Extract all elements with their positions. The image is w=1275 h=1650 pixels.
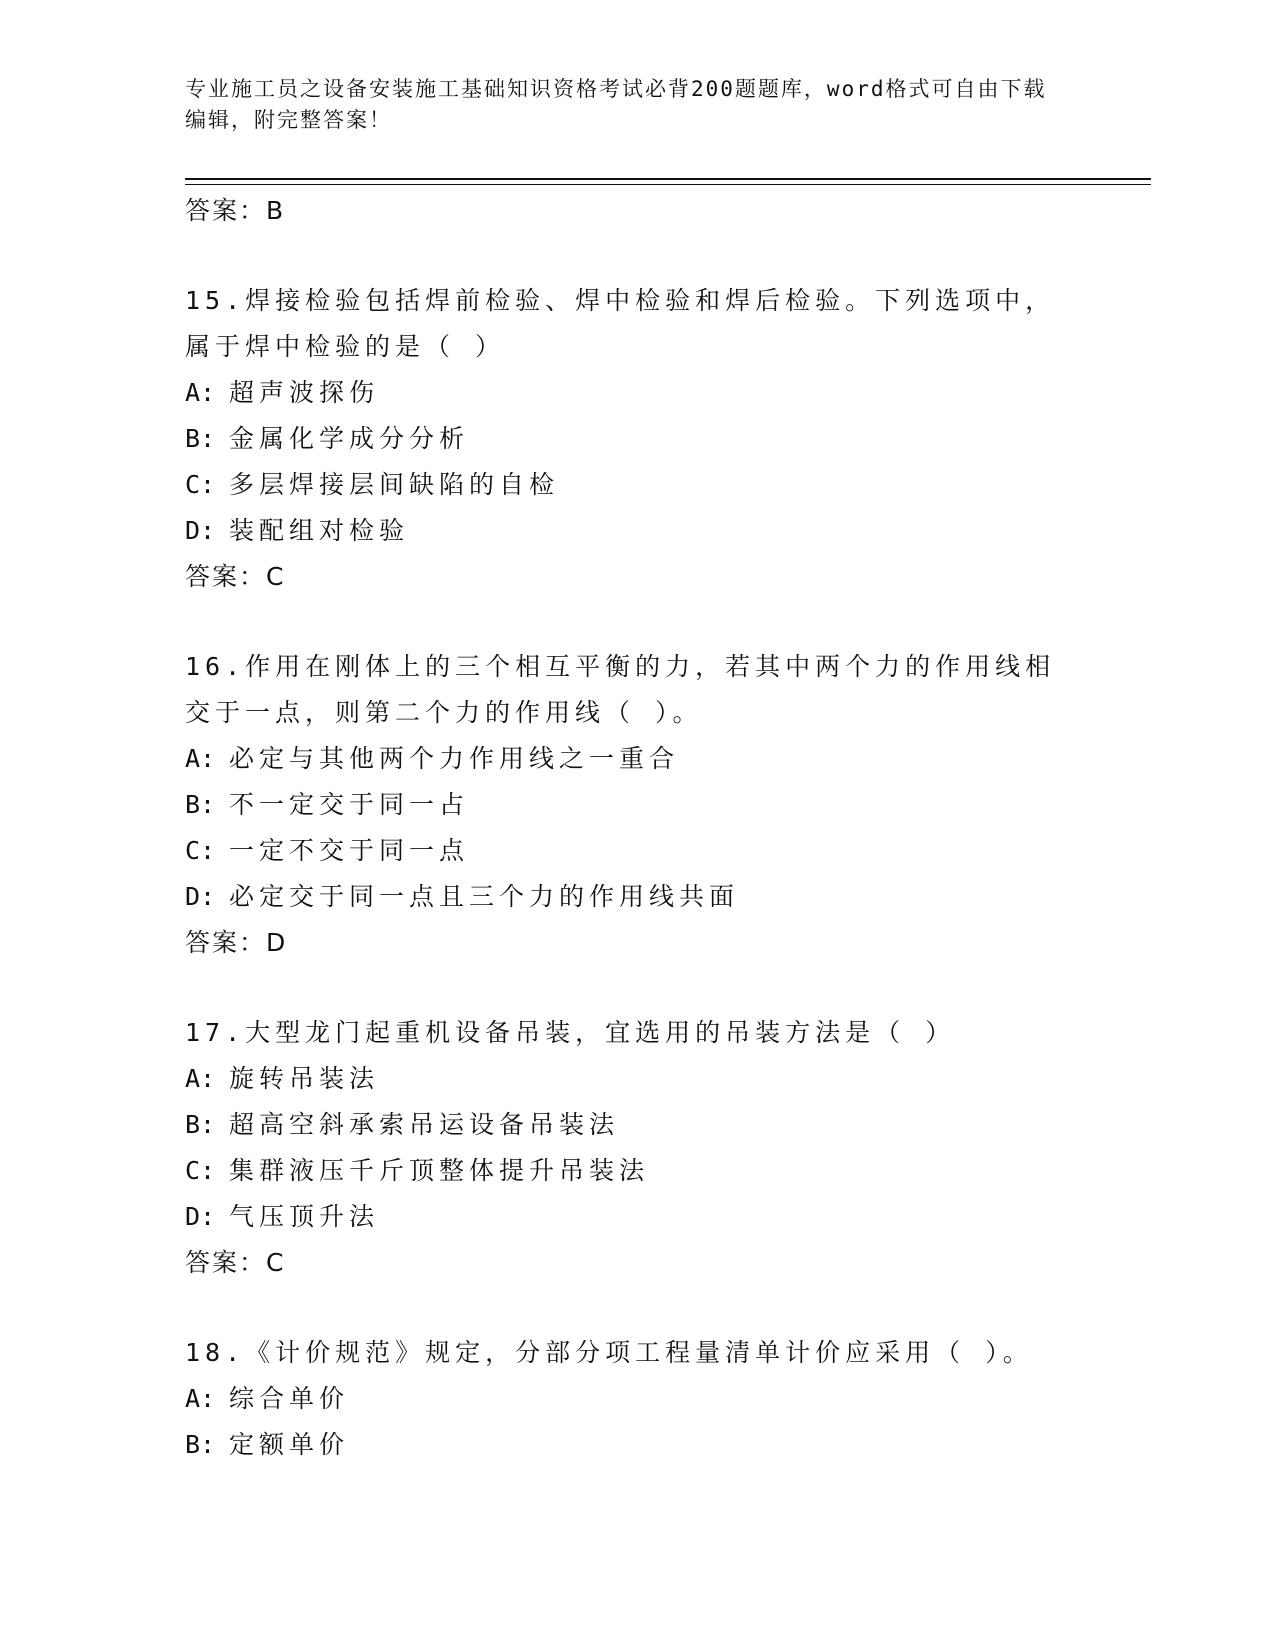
option-letter: B: <box>185 1110 216 1139</box>
option-d <box>185 874 1085 920</box>
option-text: 必定交于同一点且三个力的作用线共面 <box>229 882 740 911</box>
option-text: 综合单价 <box>229 1384 350 1413</box>
option-a <box>185 1056 1085 1102</box>
option-text: 一定不交于同一点 <box>229 836 470 865</box>
option-text: 不一定交于同一占 <box>229 790 470 819</box>
option-letter: D: <box>185 1202 216 1231</box>
option-letter: B: <box>185 790 216 819</box>
option-text: 定额单价 <box>229 1430 350 1459</box>
question-16 <box>185 644 1085 966</box>
option-d <box>185 508 1085 554</box>
answer-line: 答案：C <box>185 562 286 591</box>
option-letter: A: <box>185 744 216 773</box>
option-text: 装配组对检验 <box>229 516 410 545</box>
option-b <box>185 782 1085 828</box>
option-c <box>185 462 1085 508</box>
option-b <box>185 1102 1085 1148</box>
option-letter: C: <box>185 470 216 499</box>
question-text: 17.大型龙门起重机设备吊装，宜选用的吊装方法是（ ） <box>185 1018 956 1047</box>
option-a <box>185 1376 1085 1422</box>
option-text: 集群液压千斤顶整体提升吊装法 <box>229 1156 650 1185</box>
option-text: 气压顶升法 <box>229 1202 380 1231</box>
option-text: 多层焊接层间缺陷的自检 <box>229 470 560 499</box>
question-18 <box>185 1330 1085 1468</box>
option-text: 金属化学成分分析 <box>229 424 470 453</box>
option-letter: D: <box>185 882 216 911</box>
option-a <box>185 370 1085 416</box>
option-letter: A: <box>185 1384 216 1413</box>
answer-line: 答案：C <box>185 1248 286 1277</box>
header-divider <box>185 178 1151 185</box>
option-c <box>185 1148 1085 1194</box>
option-letter: C: <box>185 1156 216 1185</box>
option-letter: D: <box>185 516 216 545</box>
question-text: 16.作用在刚体上的三个相互平衡的力，若其中两个力的作用线相交于一点，则第二个力的作用线（ ）。 <box>185 652 1056 727</box>
option-text: 旋转吊装法 <box>229 1064 380 1093</box>
answer-line-prev: 答案：B <box>185 196 286 225</box>
option-text: 超高空斜承索吊运设备吊装法 <box>229 1110 620 1139</box>
option-text: 超声波探伤 <box>229 378 380 407</box>
option-letter: A: <box>185 1064 216 1093</box>
question-17 <box>185 1010 1085 1286</box>
option-text: 必定与其他两个力作用线之一重合 <box>229 744 680 773</box>
option-b <box>185 416 1085 462</box>
option-letter: B: <box>185 424 216 453</box>
option-c <box>185 828 1085 874</box>
page-header: 专业施工员之设备安装施工基础知识资格考试必背200题题库，word格式可自由下载编辑，附完整答案！ <box>185 77 1047 132</box>
option-letter: B: <box>185 1430 216 1459</box>
question-text: 18.《计价规范》规定，分部分项工程量清单计价应采用（ ）。 <box>185 1338 1033 1367</box>
option-letter: A: <box>185 378 216 407</box>
option-d <box>185 1194 1085 1240</box>
document-body <box>185 188 1085 1468</box>
question-text: 15.焊接检验包括焊前检验、焊中检验和焊后检验。下列选项中，属于焊中检验的是（ ） <box>185 286 1056 361</box>
question-15 <box>185 278 1085 600</box>
option-letter: C: <box>185 836 216 865</box>
answer-line: 答案：D <box>185 928 288 957</box>
option-b <box>185 1422 1085 1468</box>
option-a <box>185 736 1085 782</box>
